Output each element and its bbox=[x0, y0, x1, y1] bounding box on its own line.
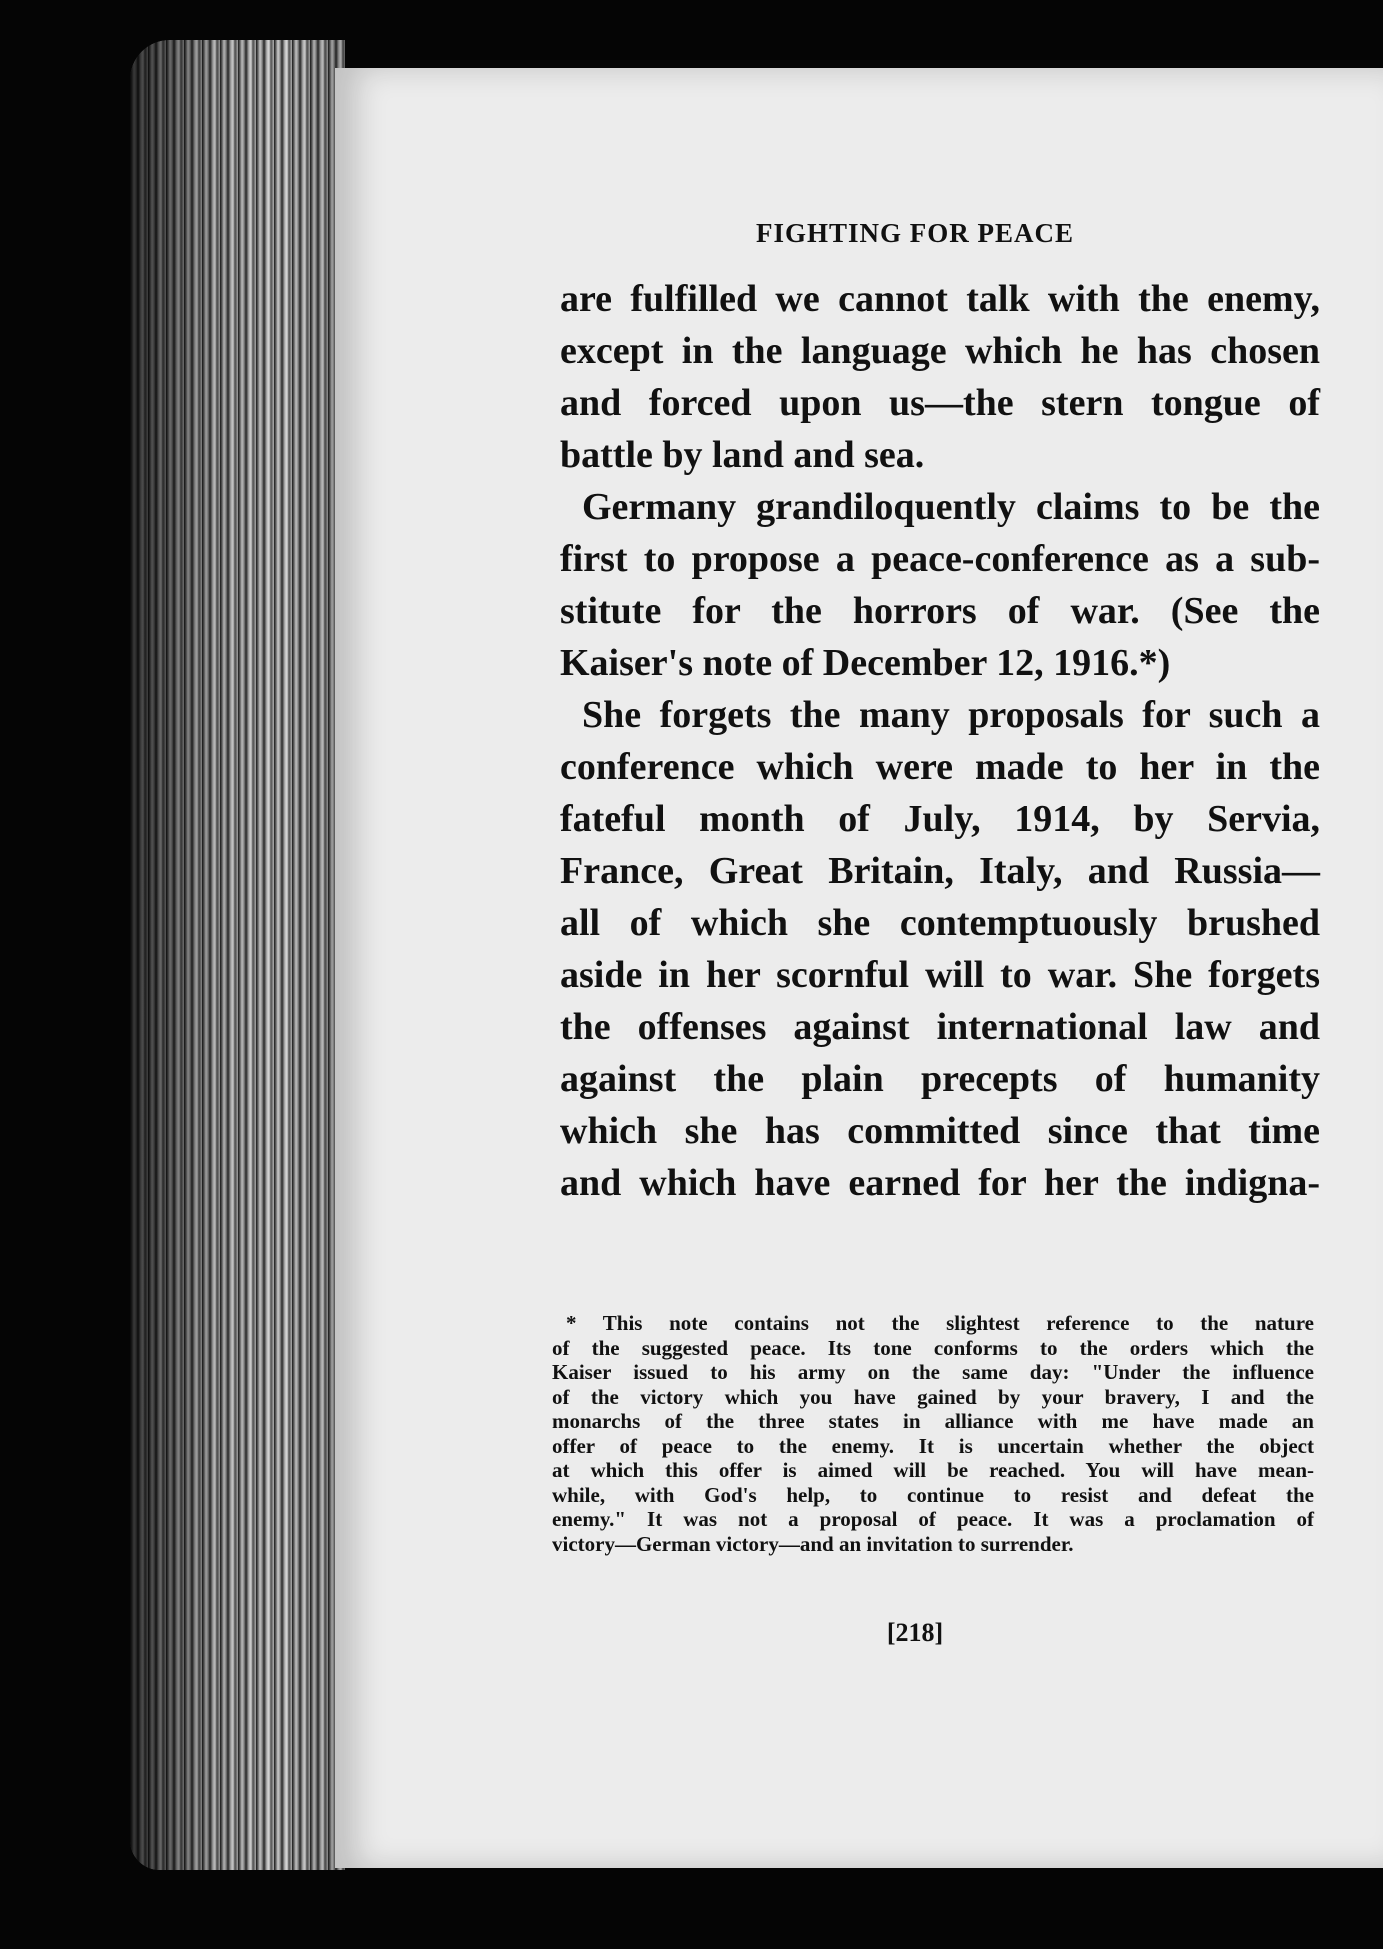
body-line: Germany grandiloquently claims to be the bbox=[582, 486, 1320, 528]
footnote-line: Kaiser issued to his army on the same day: "Under the influence bbox=[552, 1360, 1314, 1384]
body-line: aside in her scornful will to war. She forgets bbox=[560, 954, 1320, 996]
body-line: are fulfilled we cannot talk with the enemy, bbox=[560, 278, 1320, 320]
body-line: She forgets the many proposals for such a bbox=[582, 694, 1320, 736]
body-text bbox=[560, 273, 1320, 1209]
body-line: the offenses against international law and bbox=[560, 1006, 1320, 1048]
book-edge-shadow bbox=[130, 40, 345, 1870]
body-line: France, Great Britain, Italy, and Russia— bbox=[560, 850, 1320, 892]
footnote-line: while, with God's help, to continue to resist and defeat the bbox=[552, 1482, 1314, 1507]
body-line: which she has committed since that time bbox=[560, 1110, 1320, 1152]
body-line: battle by land and sea. bbox=[560, 434, 925, 476]
printed-page bbox=[335, 68, 1383, 1868]
footnote-line: enemy." It was not a proposal of peace. It was a proclamation of bbox=[552, 1507, 1314, 1531]
footnote-line: * This note contains not the slightest reference to the nature bbox=[566, 1311, 1314, 1335]
body-line: all of which she contemptuously brushed bbox=[560, 902, 1320, 944]
body-line: and which have earned for her the indigna- bbox=[560, 1162, 1320, 1204]
footnote-line: of the suggested peace. Its tone conforms to the orders which the bbox=[552, 1335, 1314, 1360]
page-number: [218] bbox=[886, 1618, 944, 1647]
footnote bbox=[552, 1311, 1314, 1556]
body-line: stitute for the horrors of war. (See the bbox=[560, 590, 1320, 632]
body-line: first to propose a peace-conference as a sub- bbox=[560, 538, 1320, 580]
text-block bbox=[552, 68, 1320, 1868]
footnote-line: victory—German victory—and an invitation to surrender. bbox=[552, 1531, 1074, 1556]
footnote-line: offer of peace to the enemy. It is uncertain whether the object bbox=[552, 1433, 1314, 1458]
body-line: conference which were made to her in the bbox=[560, 746, 1320, 788]
footnote-line: monarchs of the three states in alliance with me have made an bbox=[552, 1409, 1314, 1433]
footnote-line: of the victory which you have gained by your bravery, I and the bbox=[552, 1384, 1314, 1409]
body-line: Kaiser's note of December 12, 1916.*) bbox=[560, 642, 1171, 684]
running-head: FIGHTING FOR PEACE bbox=[755, 218, 1075, 248]
body-line: fateful month of July, 1914, by Servia, bbox=[560, 798, 1320, 840]
body-line: except in the language which he has chosen bbox=[560, 330, 1320, 372]
body-line: and forced upon us—the stern tongue of bbox=[560, 382, 1320, 424]
body-line: against the plain precepts of humanity bbox=[560, 1058, 1320, 1100]
footnote-line: at which this offer is aimed will be reached. You will have mean- bbox=[552, 1458, 1314, 1482]
